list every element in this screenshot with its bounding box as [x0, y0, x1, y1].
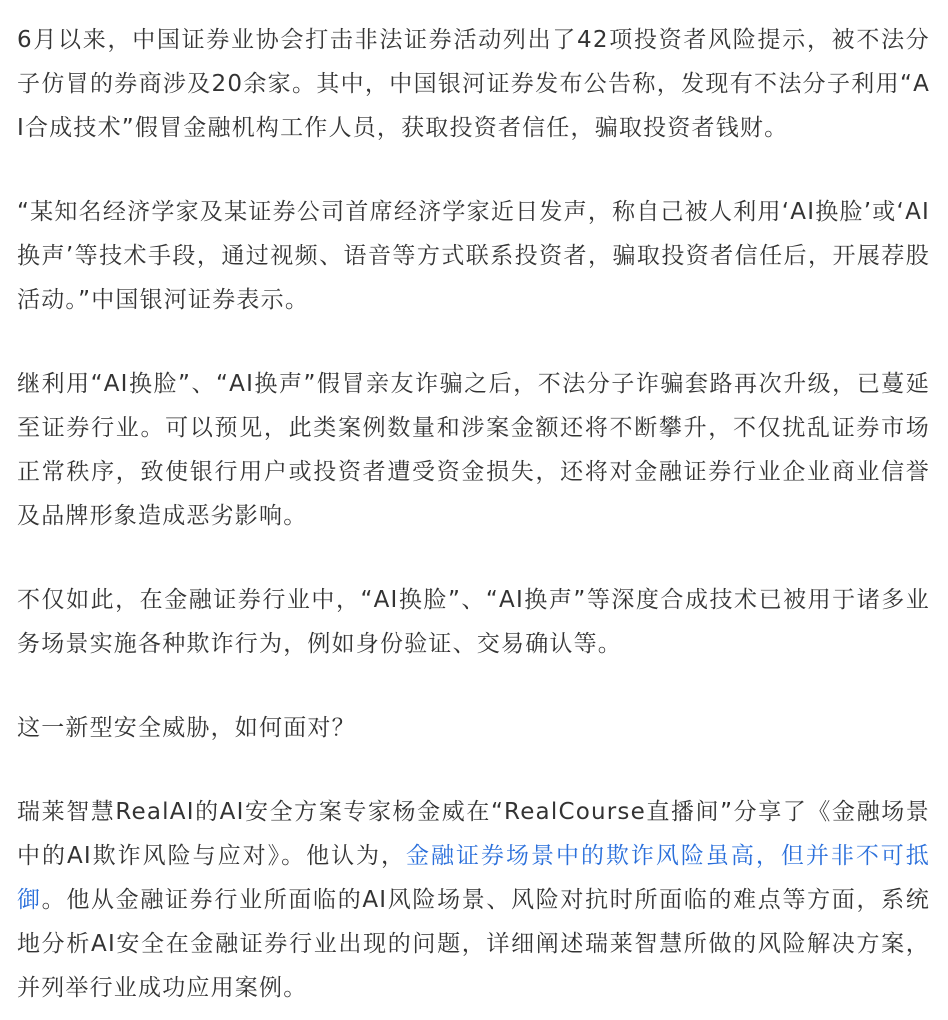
paragraph-6	[17, 790, 930, 1010]
paragraph-1: 6月以来，中国证券业协会打击非法证券活动列出了42项投资者风险提示，被不法分子仿冒的券商涉及20余家。其中，中国银河证券发布公告称，发现有不法分子利用“AI合成技术”假冒金融机构工作人员，获取投资者信任，骗取投资者钱财。	[17, 27, 930, 141]
paragraph-3: 继利用“AI换脸”、“AI换声”假冒亲友诈骗之后，不法分子诈骗套路再次升级，已蔓延至证券行业。可以预见，此类案例数量和涉案金额还将不断攀升，不仅扰乱证券市场正常秩序，致使银行用户或投资者遭受资金损失，还将对金融证券行业企业商业信誉及品牌形象造成恶劣影响。	[17, 371, 930, 529]
highlighted-quote: 金融证券场景中的欺诈风险虽高，但并非不可抵御	[17, 843, 930, 913]
paragraph-4: 不仅如此，在金融证券行业中，“AI换脸”、“AI换声”等深度合成技术已被用于诸多业务场景实施各种欺诈行为，例如身份验证、交易确认等。	[17, 587, 930, 657]
paragraph-6-intro: 瑞莱智慧RealAI的AI安全方案专家杨金威在“RealCourse直播间”分享了《金融场景中的AI欺诈风险与应对》。他认为，	[17, 799, 930, 869]
paragraph-5-question: 这一新型安全威胁，如何面对？	[17, 715, 356, 741]
paragraph-2: “某知名经济学家及某证券公司首席经济学家近日发声，称自己被人利用‘AI换脸’或‘AI换声’等技术手段，通过视频、语音等方式联系投资者，骗取投资者信任后，开展荐股活动。”中国银河证券表示。	[17, 199, 930, 313]
paragraph-6-rest: 。他从金融证券行业所面临的AI风险场景、风险对抗时所面临的难点等方面，系统地分析AI安全在金融证券行业出现的问题，详细阐述瑞莱智慧所做的风险解决方案，并列举行业成功应用案例。	[17, 887, 930, 1001]
